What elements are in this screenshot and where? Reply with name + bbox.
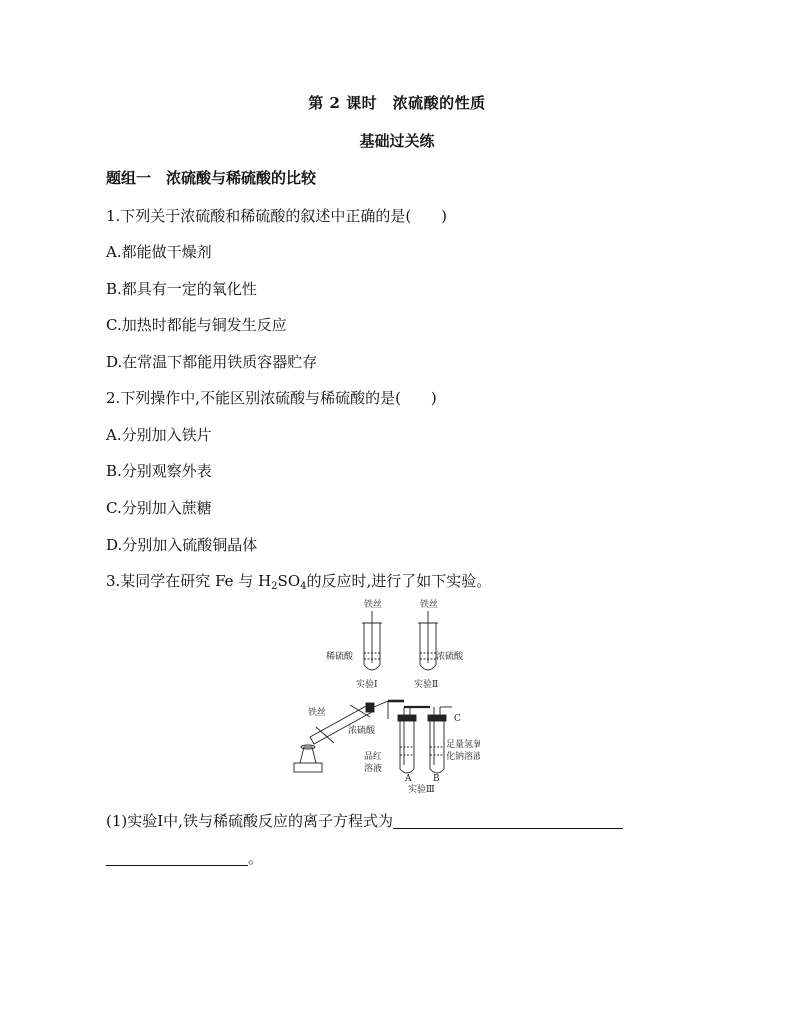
label-naoh-1: 足量氢氧 — [446, 740, 480, 750]
question-1-option-d: D.在常温下都能用铁质容器贮存 — [106, 353, 318, 371]
question-2-option-c: C.分别加入蔗糖 — [106, 499, 212, 517]
label-dilute-acid: 稀硫酸 — [326, 652, 354, 662]
label-conc-acid-3: 浓硫酸 — [348, 726, 376, 736]
label-experiment-2: 实验Ⅱ — [414, 680, 439, 690]
label-b: B — [433, 774, 440, 784]
question-2-option-a: A.分别加入铁片 — [106, 426, 212, 444]
label-wire-1: 铁丝 — [364, 600, 383, 610]
label-conc-acid: 浓硫酸 — [436, 652, 464, 662]
label-experiment-1: 实验Ⅰ — [356, 680, 378, 690]
answer-blank-1[interactable] — [393, 812, 623, 829]
page-subtitle: 基础过关练 — [359, 132, 435, 150]
question-3-part-1: (1)实验Ⅰ中,铁与稀硫酸反应的离子方程式为 — [106, 810, 623, 831]
question-1-option-a: A.都能做干燥剂 — [106, 243, 212, 261]
label-wire-2: 铁丝 — [420, 600, 439, 610]
label-pinhong-1: 品红 — [364, 752, 383, 762]
experiment-diagram — [290, 597, 480, 795]
answer-blank-2[interactable] — [106, 849, 248, 866]
label-pinhong-2: 溶液 — [364, 764, 383, 774]
question-1-stem: 1.下列关于浓硫酸和稀硫酸的叙述中正确的是( ) — [106, 207, 448, 225]
question-2-option-d: D.分别加入硫酸铜晶体 — [106, 536, 258, 554]
label-wire-3: 铁丝 — [308, 708, 327, 718]
label-a: A — [405, 774, 412, 784]
question-1-option-c: C.加热时都能与铜发生反应 — [106, 316, 287, 334]
question-3-stem: 3.某同学在研究 Fe 与 $H_2SO_4$的反应时,进行了如下实验。 — [106, 572, 492, 592]
question-2-stem: 2.下列操作中,不能区别浓硫酸与稀硫酸的是( ) — [106, 389, 437, 407]
experiment-apparatus-svg — [290, 597, 480, 795]
page-title: 第 2 课时 浓硫酸的性质 — [308, 94, 486, 112]
label-naoh-2: 化钠溶液 — [446, 752, 480, 762]
heater-base-icon — [294, 763, 322, 772]
question-1-option-b: B.都具有一定的氧化性 — [106, 280, 257, 298]
question-3-part-1-continued: 。 — [106, 847, 263, 868]
group-title: 题组一 浓硫酸与稀硫酸的比较 — [106, 169, 317, 187]
label-c: C — [454, 714, 461, 724]
label-experiment-3: 实验Ⅲ — [408, 785, 435, 795]
question-2-option-b: B.分别观察外表 — [106, 462, 212, 480]
